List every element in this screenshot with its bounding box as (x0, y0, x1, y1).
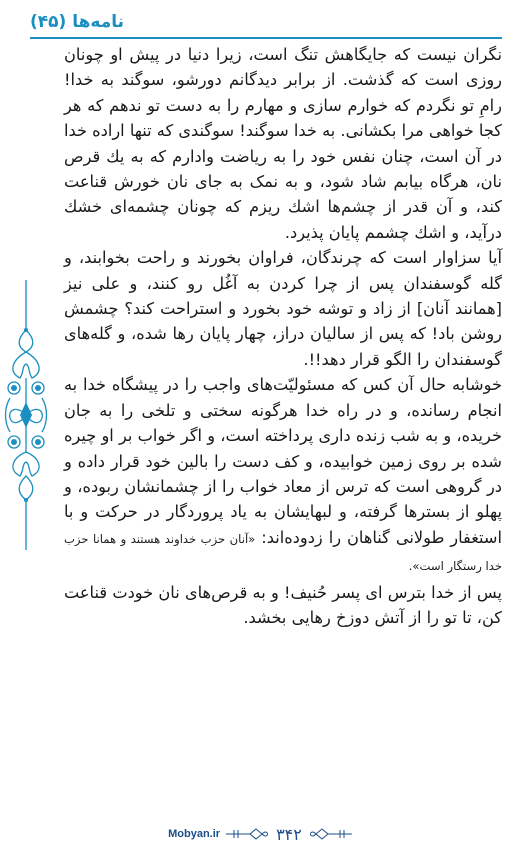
page-number: ۳۴۲ (276, 824, 302, 844)
header-rule (30, 37, 502, 39)
chapter-title: نامه‌ها (۴۵) (30, 12, 125, 32)
floral-ornament-icon (2, 280, 50, 550)
page-body (64, 42, 502, 630)
paragraph-1: نگران نیست که جایگاهش تنگ است، زیرا دنیا در پیش او چونان روزی است که گذشت. از برابر دیدگانم دورشو، سوگند به خدا! رامِ تو نگردم که خوارم سازی و مهارم را به دست تو ندهم که هر کجا خواهی مرا بکشانی. به خدا سوگند! سوگندی که تنها اراده خدا در آن است، چنان نفس خود را به ریاضت وادارم که به یك قرص نان، هرگاه بیابم شاد شود، و به نمک به جای نان خورش قناعت کند، و آن قدر از چشم‌ها اشك ریزم که چونان چشمه‌ای خشك درآید، و اشك چشمم پایان پذیرد. (64, 45, 502, 242)
paragraph-3-text: خوشابه حال آن کس که مسئولیّت‌های واجب را در پیشگاه خدا به انجام رسانده، و در راه خدا هرگونه سختی و تلخی را به جان خریده، و به شب زنده داری پرداخته است، و اگر خواب بر او چیره شده بر روی زمین خوابیده، و کف دست را بالین خود قرار داده و در گروهی است که ترس از معاد خواب را از چشمانشان ربوده، و پهلو از بسترها گرفته، و لبهایشان به یاد پروردگار در حرکت و با استغفار طولانی گناهان را زدوده‌اند: (64, 375, 502, 547)
site-brand: Mobyan.ir (168, 828, 221, 840)
footer-ornament-left-icon (226, 827, 268, 841)
page-footer (0, 822, 520, 846)
page-header (30, 8, 502, 36)
paragraph-3 (64, 372, 502, 579)
quote-note: «آنان حزب خداوند هستند و همانا حزب خدا رستگار است». (64, 531, 502, 574)
footer-ornament-right-icon (310, 827, 352, 841)
paragraph-4: پس از خدا بترس ای پسر حُنیف! و به قرص‌های نان خودت قناعت کن، تا تو را از آتش دوزخ رهایی بخشد. (64, 582, 502, 627)
paragraph-2: آیا سزاوار است که چرندگان، فراوان بخورند و راحت بخوابند، و گله گوسفندان پس از چرا کردن به آغُل رو کنند، و علی نیز [همانند آنان] از زاد و توشه خود بخورد و استراحت کند؟ چشمش روشن باد! که پس از سالیان دراز، چهار پایان رها شده، و گله‌های گوسفندان را الگو قرار دهد!!. (64, 248, 502, 369)
